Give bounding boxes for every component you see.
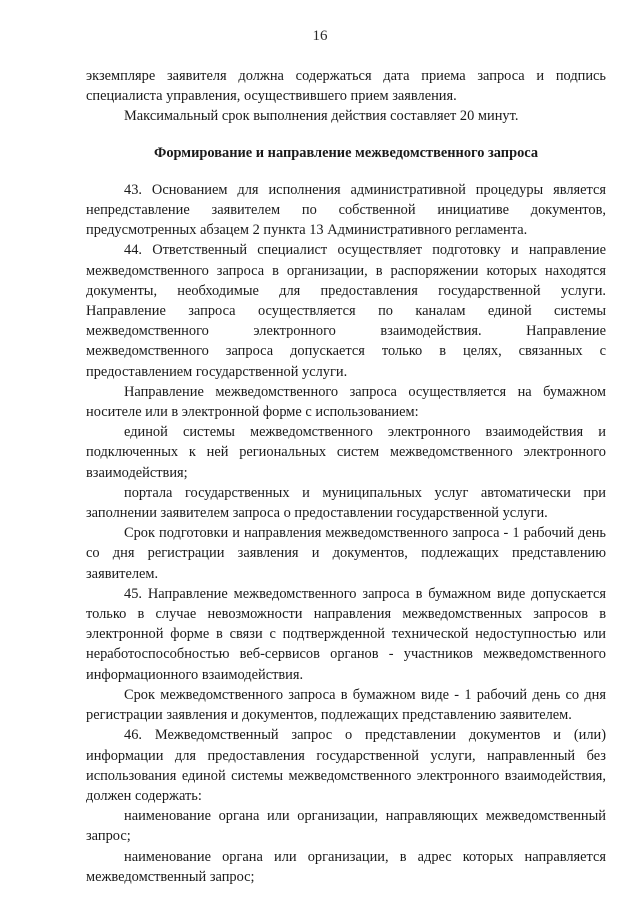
paragraph-paper-deadline: Срок межведомственного запроса в бумажном виде - 1 рабочий день со дня регистрации заявления и документов, подлежащих представлению заявителем. [86,686,606,724]
paragraph-deadline: Срок подготовки и направления межведомственного запроса - 1 рабочий день со дня регистрации заявления и документов, подлежащих представлению заявителем. [86,525,606,582]
section-heading: Формирование и направление межведомственного запроса [153,144,539,161]
paragraph-request-form: Направление межведомственного запроса осуществляется на бумажном носителе или в электронной форме с использованием: [86,383,606,421]
document-body [86,66,606,887]
paragraph-46: 46. Межведомственный запрос о представлении документов и (или) информации для предоставления государственной услуги, направленный без использования единой системы межведомственного электронного взаимодействия, должен содержать: [86,727,606,804]
paragraph-45: 45. Направление межведомственного запроса в бумажном виде допускается только в случае невозможности направления межведомственных запросов в электронной форме в связи с подтвержденной технической недоступностью или неработоспособностью веб-сервисов органов - участников межведомственного информационного взаимодействия. [86,585,606,683]
paragraph-unified-system: единой системы межведомственного электронного взаимодействия и подключенных к ней региональных систем межведомственного электронного взаимодействия; [86,424,606,481]
paragraph-portal: портала государственных и муниципальных услуг автоматически при заполнении заявителем запроса о предоставлении государственной услуги. [86,484,606,522]
paragraph-recipient-name: наименование органа или организации, в адрес которых направляется межведомственный запрос; [86,848,606,885]
paragraph-max-time: Максимальный срок выполнения действия составляет 20 минут. [124,108,519,125]
paragraph-44: 44. Ответственный специалист осуществляет подготовку и направление межведомственного запроса в организации, в распоряжении которых находятся документы, необходимые для предоставления государственной услуги. Направление запроса осуществляется по каналам единой системы межведомственного электронного взаимодействия. Направление межведомственного запроса допускается только в целях, связанных с предоставлением государственной услуги. [86,242,606,380]
page-number: 16 [312,28,328,44]
paragraph-43: 43. Основанием для исполнения административной процедуры является непредставление заявителем по собственной инициативе документов, предусмотренных абзацем 2 пункта 13 Административного регламента. [86,181,606,239]
paragraph-continuation: экземпляре заявителя должна содержаться дата приема запроса и подпись специалиста управления, осуществившего прием заявления. [86,68,606,105]
paragraph-sender-name: наименование органа или организации, направляющих межведомственный запрос; [86,808,606,845]
